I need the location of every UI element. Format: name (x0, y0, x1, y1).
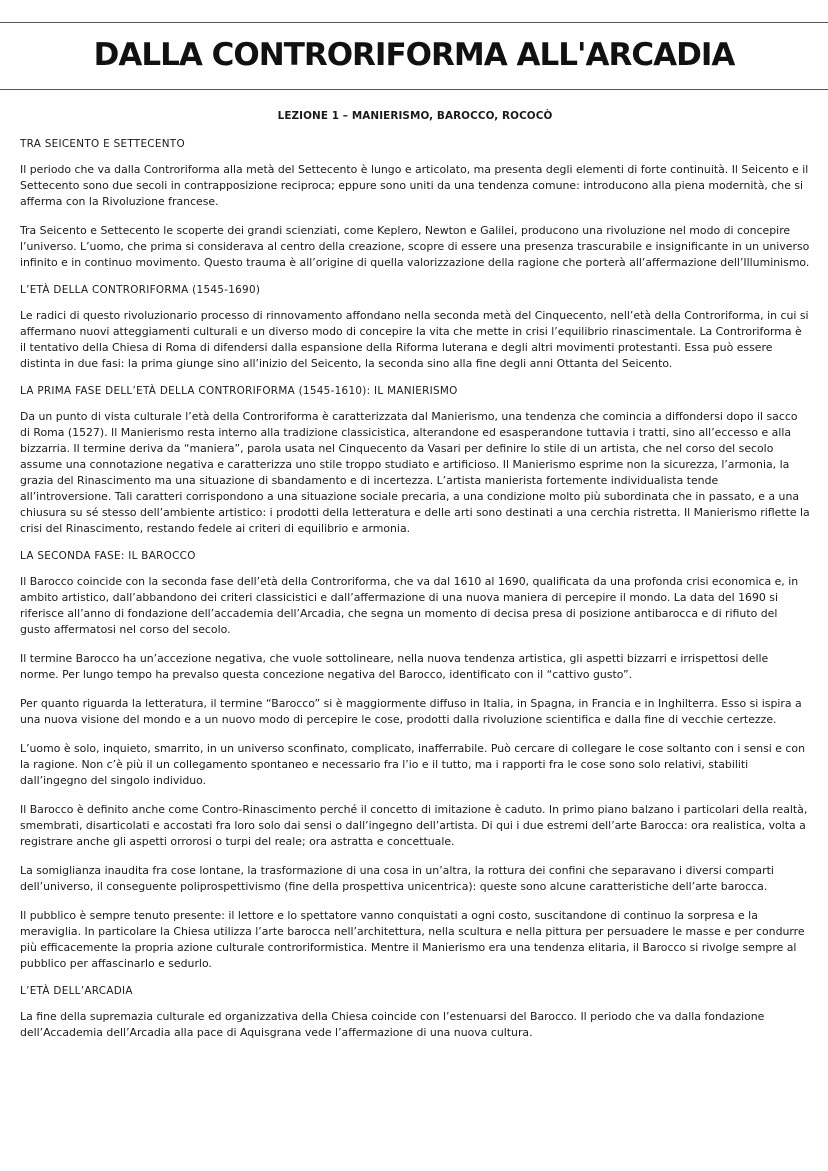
section-title: L’ETÀ DELLA CONTRORIFORMA (1545-1690) (20, 284, 261, 296)
paragraph: L’uomo è solo, inquieto, smarrito, in un universo sconfinato, complicato, inafferrabile. Può cercare di collegare le cose soltanto con i sensi e con la ragione. Non c’è più il un collegamento spontaneo e necessario fra l’io e il tutto, ma i rapporti fra le cose sono solo relativi, stabiliti dall’ingegno del singolo individuo. (20, 742, 805, 787)
paragraph: La fine della supremazia culturale ed organizzativa della Chiesa coincide con l’estenuarsi del Barocco. Il periodo che va dalla fondazione dell’Accademia dell’Arcadia alla pace di Aquisgrana vede l’affermazione di una nuova cultura. (20, 1010, 765, 1039)
document-body (20, 104, 810, 1054)
page-title: DALLA CONTRORIFORMA ALL'ARCADIA (93, 37, 735, 73)
section-title: LA SECONDA FASE: IL BAROCCO (20, 550, 196, 562)
paragraph: Il Barocco è definito anche come Contro-Rinascimento perché il concetto di imitazione è caduto. In primo piano balzano i particolari della realtà, smembrati, disarticolati e accostati fra loro solo dai sensi o dall’ingegno dell’artista. Di qui i due estremi dell’arte Barocca: ora realistica, volta a registrare anche gli aspetti orrorosi o turpi del reale; ora astratta e concettuale. (20, 803, 808, 848)
section (20, 385, 810, 537)
bottom-rule (0, 89, 828, 90)
paragraph: Il periodo che va dalla Controriforma alla metà del Settecento è lungo e articolato, ma presenta degli elementi di forte continuità. Il Seicento e il Settecento sono due secoli in contrapposizione reciproca; eppure sono uniti da una tendenza comune: introducono alla piena modernità, che si afferma con la Rivoluzione francese. (20, 163, 809, 208)
section (20, 550, 810, 972)
top-rule (0, 22, 828, 23)
paragraph: Tra Seicento e Settecento le scoperte dei grandi scienziati, come Keplero, Newton e Galilei, producono una rivoluzione nel modo di concepire l’universo. L’uomo, che prima si considerava al centro della creazione, scopre di essere una presenza trascurabile e insignificante in un universo infinito e in continuo movimento. Questo trauma è all’origine di quella valorizzazione della ragione che porterà all’affermazione dell’Illuminismo. (20, 224, 810, 269)
paragraph: Le radici di questo rivoluzionario processo di rinnovamento affondano nella seconda metà del Cinquecento, nell’età della Controriforma, in cui si affermano nuovi atteggiamenti culturali e un diverso modo di concepire la vita che mette in crisi l’equilibrio rinascimentale. La Controriforma è il tentativo della Chiesa di Roma di difendersi dalla espansione della Riforma luterana e degli altri movimenti protestanti. Essa può essere distinta in due fasi: la prima giunge sino all’inizio del Seicento, la seconda sino alla fine degli anni Ottanta del Seicento. (20, 309, 809, 370)
section (20, 138, 810, 271)
paragraph: Il termine Barocco ha un’accezione negativa, che vuole sottolineare, nella nuova tendenza artistica, gli aspetti bizzarri e irrispettosi delle norme. Per lungo tempo ha prevalso questa concezione negativa del Barocco, identificato con il “cattivo gusto”. (20, 652, 769, 681)
section-title: L’ETÀ DELL’ARCADIA (20, 985, 133, 997)
section-title: LA PRIMA FASE DELL’ETÀ DELLA CONTRORIFORMA (1545-1610): IL MANIERISMO (20, 385, 458, 397)
paragraph: Il Barocco coincide con la seconda fase dell’età della Controriforma, che va dal 1610 al 1690, qualificata da una profonda crisi economica e, in ambito artistico, dall’abbandono dei criteri classicistici e dall’affermazione di una nuova maniera di percepire il mondo. La data del 1690 si riferisce all’anno di fondazione dell’accademia dell’Arcadia, che segna un momento di decisa presa di posizione antibarocca e di rifiuto del gusto affermatosi nel corso del secolo. (20, 575, 799, 636)
paragraph: Il pubblico è sempre tenuto presente: il lettore e lo spettatore vanno conquistati a ogni costo, suscitandone di continuo la sorpresa e la meraviglia. In particolare la Chiesa utilizza l’arte barocca nell’architettura, nella scultura e nella pittura per persuadere le masse e per condurre più efficacemente la propria azione culturale controriformistica. Mentre il Manierismo era una tendenza elitaria, il Barocco si rivolge sempre al pubblico per affascinarlo e sedurlo. (20, 909, 805, 970)
paragraph: La somiglianza inaudita fra cose lontane, la trasformazione di una cosa in un’altra, la rottura dei confini che separavano i diversi comparti dell’universo, il conseguente poliprospettivismo (fine della prospettiva unicentrica): queste sono alcune caratteristiche dell’arte barocca. (20, 864, 774, 893)
section-title: TRA SEICENTO E SETTECENTO (20, 138, 185, 150)
section (20, 985, 810, 1041)
paragraph: Per quanto riguarda la letteratura, il termine “Barocco” si è maggiormente diffuso in Italia, in Spagna, in Francia e in Inghilterra. Esso si ispira a una nuova visione del mondo e a un nuovo modo di percepire le cose, prodotti dalla rivoluzione scientifica e dalla fine di vecchie certezze. (20, 697, 802, 726)
paragraph: Da un punto di vista culturale l’età della Controriforma è caratterizzata dal Manierismo, una tendenza che comincia a diffondersi dopo il sacco di Roma (1527). Il Manierismo resta interno alla tradizione classicistica, alterandone ed esasperandone tuttavia i tratti, sino all’eccesso e alla bizzarria. Il termine deriva da “maniera”, parola usata nel Cinquecento da Vasari per definire lo stile di un artista, che nel corso del secolo assume una connotazione negativa e caratterizza uno stile troppo studiato e artificioso. Il Manierismo esprime non la sicurezza, l’armonia, la grazia del Rinascimento ma una situazione di sbandamento e di incertezza. L’artista manierista fortemente individualista tende all’introversione. Tali caratteri corrispondono a una situazione sociale precaria, a una condizione molto più subordinata che in passato, e a una chiusura su sé stesso dell’ambiente artistico: i prodotti della letteratura e delle arti sono destinati a una cerchia ristretta. Il Manierismo riflette la crisi del Rinascimento, restando fedele ai criteri di equilibrio e armonia. (20, 410, 810, 535)
lesson-heading: LEZIONE 1 – MANIERISMO, BAROCCO, ROCOCÒ (277, 110, 553, 122)
section (20, 284, 810, 372)
